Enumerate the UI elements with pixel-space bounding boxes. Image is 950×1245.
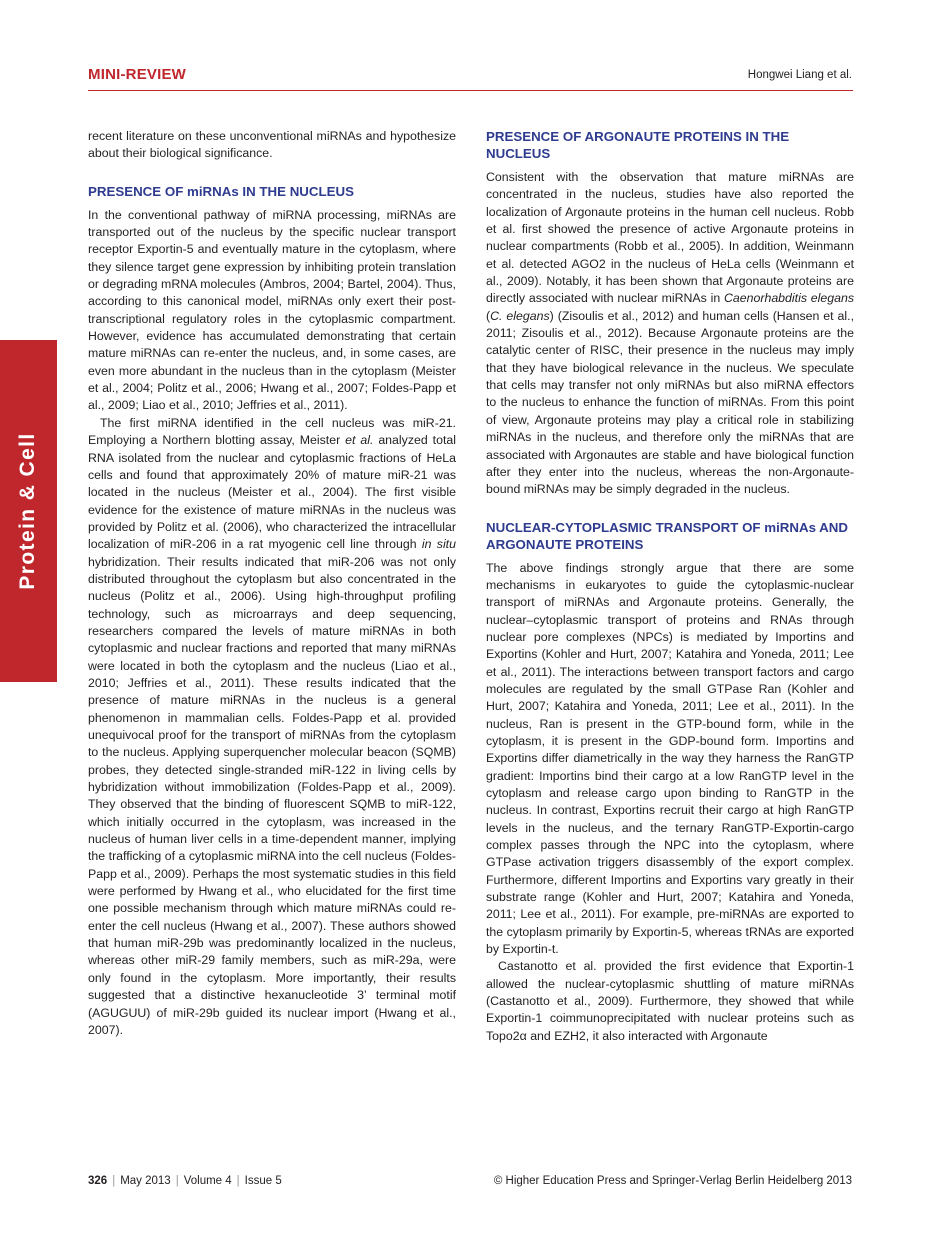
body-paragraph: In the conventional pathway of miRNA processing, miRNAs are transported out of the nucleus by the specific nuclear transport receptor Exportin-5 and eventually mature in the cytoplasm, where they silence target gene expression by inhibiting protein translation or degrading mRNA molecules (Ambros, 2004; Bartel, 2004). Thus, according to this canonical model, miRNAs only exert their post-transcriptional regulatory roles in the cytoplasmic compartment. However, evidence has accumulated demonstrating that certain mature miRNAs can re-enter the nucleus, and, in some cases, are even more abundant in the nucleus than in the cytoplasm (Meister et al., 2004; Politz et al., 2006; Hwang et al., 2007; Foldes-Papp et al., 2009; Liao et al., 2010; Jeffries et al., 2011). [88,207,456,413]
footer-separator: | [236,1175,240,1187]
footer-separator: | [175,1175,179,1187]
body-paragraph: Consistent with the observation that mature miRNAs are concentrated in the nucleus, studies have also reported the localization of Argonaute proteins in the human cell nucleus. Robb et al. first showed the presence of active Argonaute proteins in nuclear compartments (Robb et al., 2005). In addition, Weinmann et al. detected AGO2 in the nucleus of HeLa cells (Weinmann et al., 2009). Notably, it has been shown that Argonaute proteins are directly associated with nuclear miRNAs in Caenorhabditis elegans (C. elegans) (Zisoulis et al., 2012) and human cells (Hansen et al., 2011; Zisoulis et al., 2012). Because Argonaute proteins are the catalytic center of RISC, their presence in the nucleus may imply that they have biological relevance in the nucleus. We speculate that cells may transfer not only miRNAs but also miRNA effectors to the nucleus to enhance the function of miRNAs. From this point of view, Argonaute proteins may play a critical role in stabilizing miRNAs in the nucleus, and therefore only the miRNAs that are associated with Argonautes are stable and have biological function after they enter into the nucleus, whereas the non-Argonaute-bound miRNAs may be simply degraded in the nucleus. [486,170,855,497]
right-column [486,128,854,1045]
issue-date: May 2013 [120,1175,171,1187]
body-paragraph: The above findings strongly argue that there are some mechanisms in eukaryotes to guide the cytoplasmic-nuclear transport of miRNAs and Argonaute proteins. Generally, the nuclear–cytoplasmic transport of proteins and RNAs through nuclear pore complexes (NPCs) is mediated by Importins and Exportins (Kohler and Hurt, 2007; Katahira and Yoneda, 2011; Lee et al., 2011). The interactions between transport factors and cargo molecules are regulated by the small GTPase Ran (Kohler and Hurt, 2007; Katahira and Yoneda, 2011; Lee et al., 2011). In the nucleus, Ran is present in the GTP-bound form, while in the cytoplasm, it is present in the GDP-bound form. Importins and Exportins differ diametrically in the way they harness the RanGTP gradient: Importins bind their cargo at a low RanGTP level in the cytoplasm and release cargo upon binding to RanGTP in the nucleus. In contrast, Exportins recruit their cargo at high RanGTP levels in the nucleus, and the ternary RanGTP-Exportin-cargo complex passes through the NPC into the cytoplasm, where GTPase activation triggers disassembly of the export complex. Furthermore, different Importins and Exportins vary greatly in their substrate range (Kohler and Hurt, 2007; Katahira and Yoneda, 2011; Lee et al., 2011). For example, pre-miRNAs are exported to the cytoplasm primarily by Exportin-5, whereas tRNAs are exported by Exportin-t. [486,560,854,957]
section-heading-mirnas-nucleus: PRESENCE OF miRNAs IN THE NUCLEUS [88,183,354,199]
section-label: MINI-REVIEW [88,66,187,83]
issue: Issue 5 [244,1175,282,1187]
running-author: Hongwei Liang et al. [747,69,852,81]
body-paragraph: The first miRNA identified in the cell nucleus was miR-21. Employing a Northern blotting assay, Meister et al. analyzed total RNA isolated from the nuclear and cytoplasmic fractions of HeLa cells and found that approximately 20% of mature miR-21 was located in the nucleus (Meister et al., 2004). The first visible evidence for the existence of mature miRNAs in the nucleus was provided by Politz et al. (2006), who characterized the intracellular localization of miR-206 in a rat myogenic cell line through in situ hybridization. Their results indicated that miR-206 was not only distributed throughout the cytoplasm but also concentrated in the nucleus (Politz et al., 2006). Using high-throughput profiling technology, such as microarrays and deep sequencing, researchers compared the levels of mature miRNAs in both cytoplasmic and nuclear fractions and reported that many miRNAs were located in both the cytoplasm and the nucleus (Liao et al., 2010; Jeffries et al., 2011). These results indicated that the presence of mature miRNAs in the nucleus is a general phenomenon in mammalian cells. Foldes-Papp et al. provided unequivocal proof for the transport of miRNAs from the cytoplasm to the nucleus. Applying superquencher molecular beacon (SQMB) probes, they detected single-stranded miR-122 in living cells by hybridization without immobilization (Foldes-Papp et al., 2009). They observed that the binding of fluorescent SQMB to miR-122, which initially occurred in the cytoplasm, was increased in the nucleus of human liver cells in a time-dependent manner, implying the trafficking of a cytoplasmic miRNA into the cell nucleus (Foldes-Papp et al., 2009). Perhaps the most systematic studies in this field were performed by Hwang et al., who elucidated for the first time one possible mechanism through which mature miRNAs could re-enter the cell nucleus (Hwang et al., 2007). These authors showed that human miR-29b was predominantly localized in the nucleus, whereas other miR-29 family members, such as miR-29a, were only found in the cytoplasm. More importantly, their results suggested that a distinctive hexanucleotide 3’ terminal motif (AGUGUU) of miR-29b guided its nuclear import (Hwang et al., 2007). [88,415,456,1037]
footer-separator: | [112,1175,116,1187]
header-divider [88,90,853,91]
section-heading-transport: NUCLEAR-CYTOPLASMIC TRANSPORT OF miRNAs AND ARGONAUTE PROTEINS [486,519,848,552]
journal-name: Protein & Cell [16,432,39,590]
page-number: 326 [88,1175,108,1187]
volume: Volume 4 [183,1175,232,1187]
intro-paragraph: recent literature on these unconventional miRNAs and hypothesize about their biological significance. [88,129,456,161]
section-heading-argonaute-nucleus: PRESENCE OF ARGONAUTE PROTEINS IN THE NUCLEUS [486,129,790,161]
footer-citation [88,1175,282,1187]
left-column [88,128,456,1039]
body-paragraph: Castanotto et al. provided the first evidence that Exportin-1 allowed the nuclear-cytoplasmic shuttling of mature miRNAs (Castanotto et al., 2009). Furthermore, they showed that while Exportin-1 coimmunoprecipitated with nuclear proteins such as Topo2α and EZH2, it also interacted with Argonaute [486,959,854,1043]
copyright-notice: © Higher Education Press and Springer-Verlag Berlin Heidelberg 2013 [493,1175,852,1187]
